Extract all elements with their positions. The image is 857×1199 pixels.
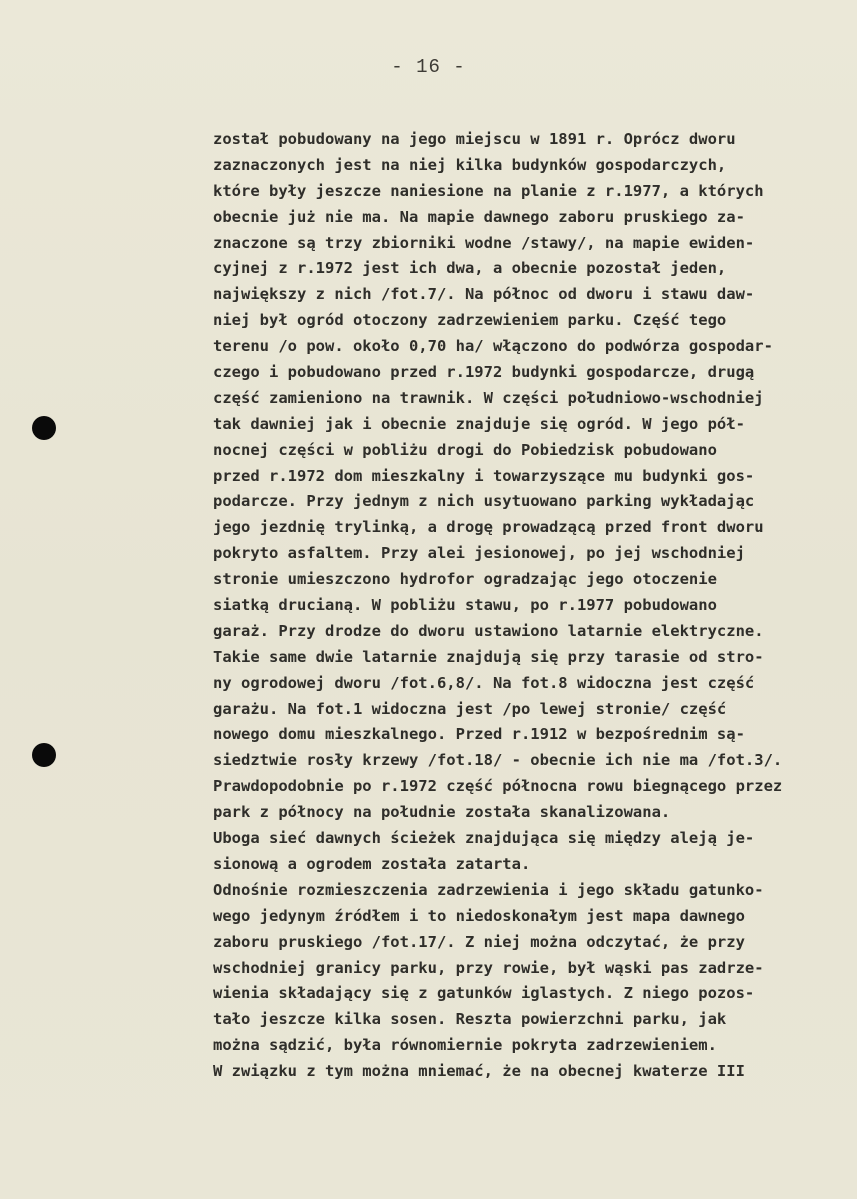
text-line: został pobudowany na jego miejscu w 1891 r. Oprócz dworu (213, 130, 736, 148)
text-line: sionową a ogrodem została zatarta. (213, 854, 531, 873)
text-line: stronie umieszczono hydrofor ogradzając jego otoczenie (213, 570, 717, 589)
text-line: park z północy na południe została skanalizowana. (213, 803, 671, 822)
text-line: największy z nich /fot.7/. Na północ od dworu i stawu daw- (213, 285, 755, 304)
text-line: czego i pobudowano przed r.1972 budynki gospodarcze, drugą (213, 363, 755, 382)
text-line: wienia składający się z gatunków iglastych. Z niego pozos- (213, 984, 755, 1003)
text-line: Takie same dwie latarnie znajdują się przy tarasie od stro- (213, 647, 764, 666)
text-line: niej był ogród otoczony zadrzewieniem parku. Część tego (213, 311, 727, 330)
text-line: przed r.1972 dom mieszkalny i towarzyszące mu budynki gos- (213, 466, 755, 485)
text-line: tak dawniej jak i obecnie znajduje się ogród. W jego pół- (213, 414, 745, 433)
text-line: wego jedynym źródłem i to niedoskonałym jest mapa dawnego (213, 906, 745, 925)
text-line: garaż. Przy drodze do dworu ustawiono latarnie elektryczne. (213, 621, 764, 640)
punch-hole-top (32, 416, 56, 440)
text-line: siedztwie rosły krzewy /fot.18/ - obecnie ich nie ma /fot.3/. (213, 751, 783, 770)
text-line: nocnej części w pobliżu drogi do Pobiedzisk pobudowano (213, 440, 717, 459)
text-line: podarcze. Przy jednym z nich usytuowano parking wykładając (213, 492, 755, 511)
text-line: jego jezdnię trylinką, a drogę prowadzącą przed front dworu (213, 518, 764, 537)
text-line: tało jeszcze kilka sosen. Reszta powierzchni parku, jak (213, 1010, 727, 1029)
text-line: część zamieniono na trawnik. W części południowo-wschodniej (213, 388, 764, 407)
page-number: - 16 - (391, 56, 466, 78)
text-line: Prawdopodobnie po r.1972 część północna rowu biegnącego przez (213, 777, 783, 796)
text-line: Odnośnie rozmieszczenia zadrzewienia i jego składu gatunko- (213, 880, 764, 899)
text-line: wschodniej granicy parku, przy rowie, był wąski pas zadrze- (213, 958, 764, 977)
text-line: można sądzić, była równomiernie pokryta zadrzewieniem. (213, 1036, 717, 1055)
text-line: Uboga sieć dawnych ścieżek znajdująca się między aleją je- (213, 829, 755, 848)
text-line: W związku z tym można mniemać, że na obecnej kwaterze III (213, 1062, 745, 1081)
text-line: ny ogrodowej dworu /fot.6,8/. Na fot.8 widoczna jest część (213, 673, 755, 692)
text-line: obecnie już nie ma. Na mapie dawnego zaboru pruskiego za- (213, 207, 745, 226)
text-line: zaznaczonych jest na niej kilka budynków gospodarczych, (213, 155, 727, 174)
text-line: znaczone są trzy zbiorniki wodne /stawy/, na mapie ewiden- (213, 233, 755, 252)
punch-hole-bottom (32, 743, 56, 767)
text-line: terenu /o pow. około 0,70 ha/ włączono do podwórza gospodar- (213, 337, 773, 356)
text-line: pokryto asfaltem. Przy alei jesionowej, po jej wschodniej (213, 544, 745, 563)
text-line: siatką drucianą. W pobliżu stawu, po r.1977 pobudowano (213, 596, 717, 615)
text-line: które były jeszcze naniesione na planie z r.1977, a których (213, 181, 764, 200)
text-line: nowego domu mieszkalnego. Przed r.1912 w bezpośrednim są- (213, 725, 745, 744)
text-line: garażu. Na fot.1 widoczna jest /po lewej stronie/ część (213, 699, 727, 718)
text-line: zaboru pruskiego /fot.17/. Z niej można odczytać, że przy (213, 932, 745, 951)
body-text (213, 127, 853, 1085)
text-line: cyjnej z r.1972 jest ich dwa, a obecnie pozostał jeden, (213, 259, 727, 278)
